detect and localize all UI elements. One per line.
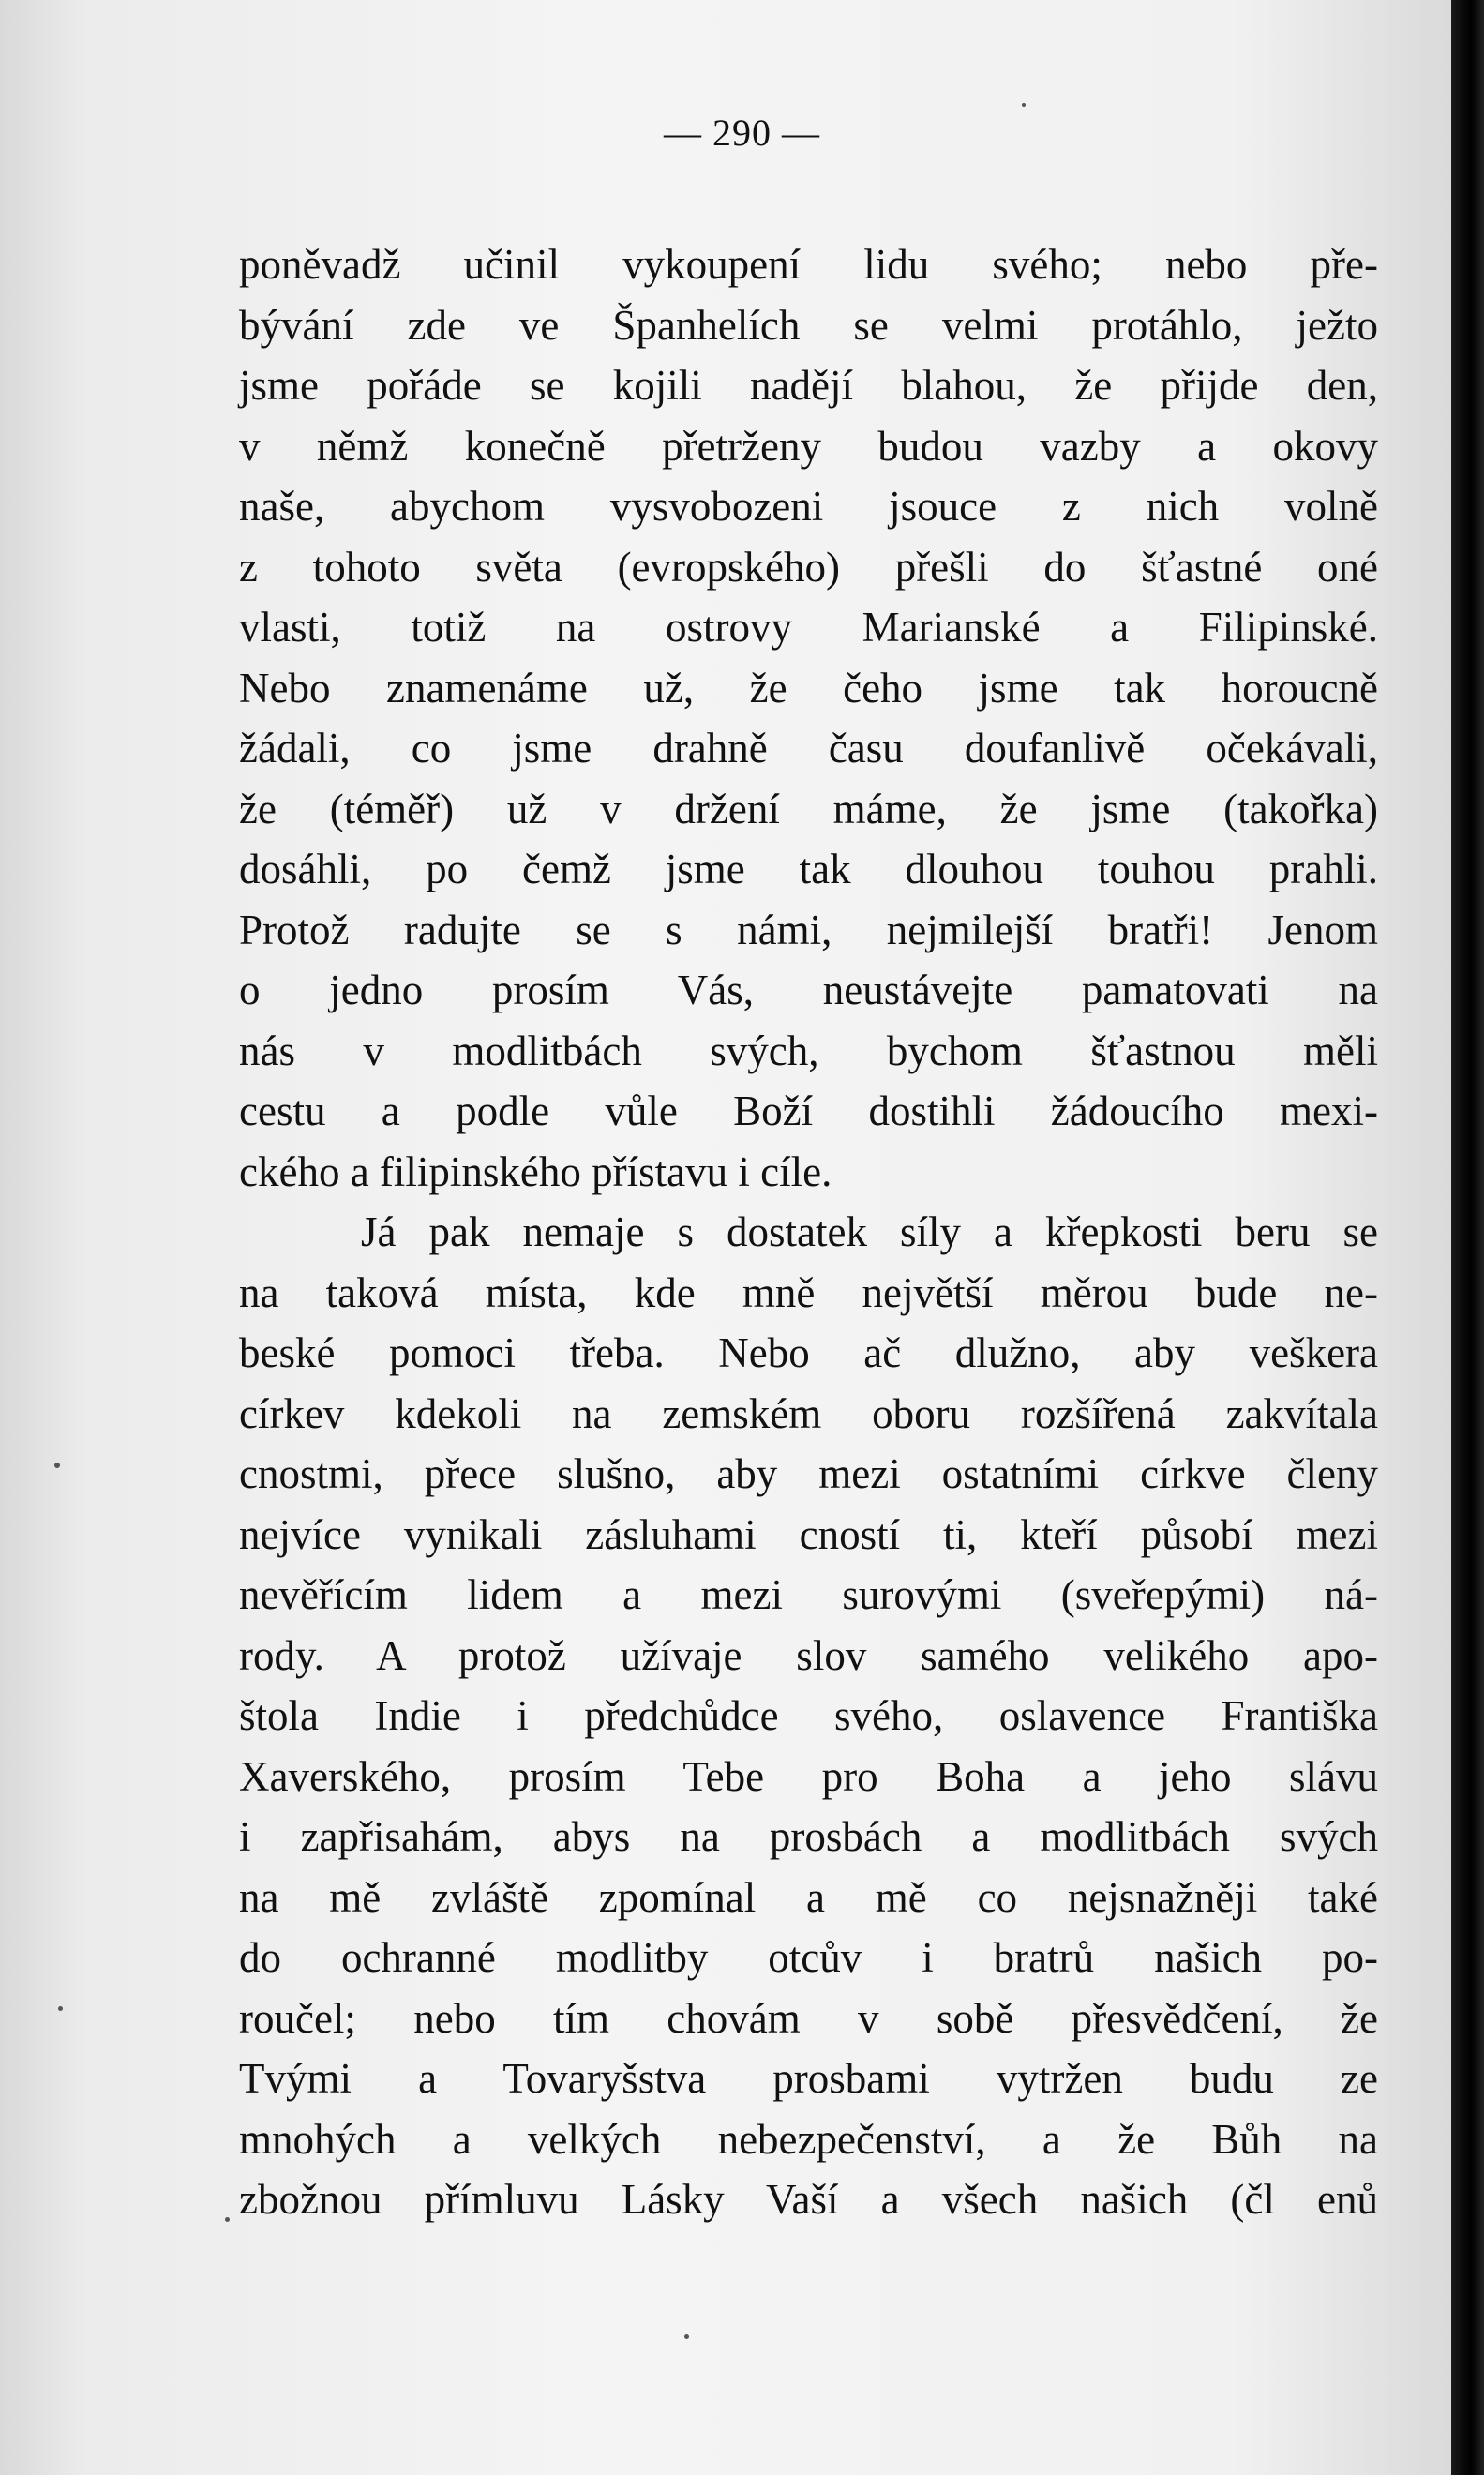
text-line: roučel; nebo tím chovám v sobě přesvědčení, že: [239, 1994, 1378, 2042]
text-line: Protož radujte se s námi, nejmilejší bratři! Jenom: [239, 906, 1378, 953]
text-line: na taková místa, kde mně největší měrou bude ne-: [239, 1268, 1378, 1316]
ink-speck: [1022, 103, 1026, 107]
text-line: dosáhli, po čemž jsme tak dlouhou touhou prahli.: [239, 846, 1378, 892]
text-line: rody. A protož užívaje slov samého velikého apo-: [239, 1631, 1378, 1679]
text-line: o jedno prosím Vás, neustávejte pamatovati na: [239, 967, 1378, 1013]
text-line: naše, abychom vysvobozeni jsouce z nich volně: [239, 483, 1378, 530]
text-line: bývání zde ve Španhelích se velmi protáhlo, ježto: [239, 301, 1378, 349]
text-line: štola Indie i předchůdce svého, oslavence Františka: [239, 1692, 1378, 1739]
text-line: že (téměř) už v držení máme, že jsme (takořka): [239, 785, 1378, 832]
text-line: z tohoto světa (evropského) přešli do šťastné oné: [239, 543, 1378, 591]
text-line: nás v modlitbách svých, bychom šťastnou měli: [239, 1027, 1378, 1074]
ink-speck: [684, 2334, 689, 2339]
text-line: zbožnou přímluvu Lásky Vaší a všech našich (čl enů: [239, 2176, 1378, 2223]
text-line: poněvadž učinil vykoupení lidu svého; nebo pře-: [239, 241, 1378, 288]
text-line: cnostmi, přece slušno, aby mezi ostatními církve členy: [239, 1450, 1378, 1497]
ink-speck: [225, 2217, 230, 2222]
text-line: cestu a podle vůle Boží dostihli žádoucího mexi-: [239, 1088, 1378, 1134]
text-line: vlasti, totiž na ostrovy Marianské a Filipinské.: [239, 604, 1378, 651]
text-line: Tvými a Tovaryšstva prosbami vytržen budu ze: [239, 2055, 1378, 2102]
text-line: do ochranné modlitby otcův i bratrů našich po-: [239, 1934, 1378, 1981]
page-edge-shadow: [1451, 0, 1484, 2475]
text-line: beské pomoci třeba. Nebo ač dlužno, aby veškera: [239, 1329, 1378, 1376]
text-line: žádali, co jsme drahně času doufanlivě očekávali,: [239, 725, 1378, 772]
ink-speck: [54, 1462, 60, 1468]
text-line: jsme pořáde se kojili nadějí blahou, že přijde den,: [239, 362, 1378, 409]
text-line: ckého a filipinského přístavu i cíle.: [239, 1148, 832, 1195]
text-line: nejvíce vynikali zásluhami cností ti, kteří působí mezi: [239, 1510, 1378, 1558]
text-line: církev kdekoli na zemském oboru rozšířená zakvítala: [239, 1389, 1378, 1437]
ink-speck: [58, 2006, 63, 2011]
paragraph: [239, 234, 1378, 1202]
paragraph: [239, 1202, 1378, 2230]
text-line: na mě zvláště zpomínal a mě co nejsnažněji také: [239, 1873, 1378, 1921]
text-line: Xaverského, prosím Tebe pro Boha a jeho slávu: [239, 1752, 1378, 1800]
text-line: Já pak nemaje s dostatek síly a křepkosti beru se: [361, 1208, 1378, 1255]
page-number: — 290 —: [664, 112, 820, 154]
text-line: mnohých a velkých nebezpečenství, a že Bůh na: [239, 2115, 1378, 2163]
text-line: v němž konečně přetrženy budou vazby a okovy: [239, 422, 1378, 470]
text-line: Nebo znamenáme už, že čeho jsme tak horoucně: [239, 664, 1378, 712]
text-line: nevěřícím lidem a mezi surovými (sveřepými) ná-: [239, 1571, 1378, 1618]
text-line: i zapřisahám, abys na prosbách a modlitbách svých: [239, 1813, 1378, 1860]
body-text: [239, 234, 1378, 2230]
